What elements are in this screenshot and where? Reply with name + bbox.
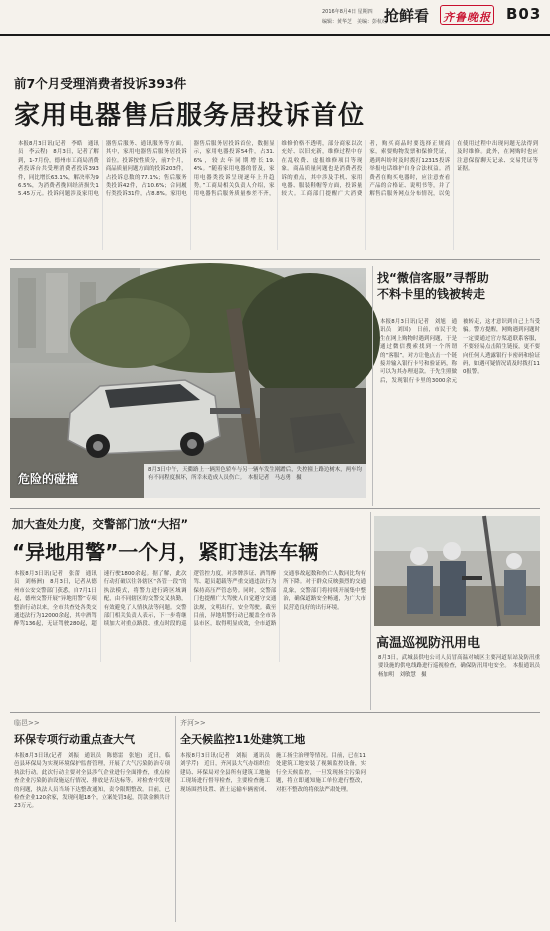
photo-tag: 危险的碰撞 <box>18 472 79 486</box>
divider-vertical-bottom <box>175 716 176 922</box>
divider-lead <box>10 259 540 260</box>
qihe-body <box>180 752 366 920</box>
linyi-text: 本报8月3日讯(记者 刘振 通讯员 陈德雷 张旭) 近日，临邑县环保局为实现环境保护监督管理，开展了大气污染防治专项执法行动。此次行动主要对全县涉气企业进行全面排查，重点检查企业污染防治设施运行情况、排放是否达标等。对检查中发现的问题，执法人员当场下达整改通知，责令限期整改。目前，已检查企业120余家，发现问题18个，立案处罚3起，罚款金额共计23万元。 <box>14 753 170 810</box>
linyi-place: 临邑>> <box>14 719 40 727</box>
qihe-headline: 全天候监控11处建筑工地 <box>180 733 306 746</box>
fraud-text: 本报8月3日讯(记者 刘旭 通讯员 刘国) 日前，市民于先生在网上购物时遇到问题，于是通过微信搜索找到一个所谓的“客服”。对方让他点击一个链接并输入银行卡号和验证码，称可以为其办理退款。于先生照做后，发现银行卡里的3000余元被转走，这才意识到自己上当受骗。警方提醒，网购遇到问题时一定要通过官方渠道联系客服，不要轻易点击陌生链接，更不要向任何人透露银行卡密码和验证码，如遇可疑情况请及时拨打110报警。 <box>380 319 540 384</box>
page-number: B03 <box>506 5 542 23</box>
power-inspection-photo <box>374 516 540 626</box>
lead-text: 本报8月3日讯(记者 李皓 通讯员 李云程) 8月3日，记者了解到，1-7月份，德州市工商局消费者投诉台共受理消费者投诉393件，同比增长63.1%，解决率为96.5%，为消费者挽回经济损失15.45万元。投诉问题涉及家用电器售后服务、通讯服务等方面，其中，家用电器售后服务居投诉首位。投诉按性质分，前7个月，商品质量问题方面的投诉203件，占投诉总数的77.1%；售后服务类投诉42件，占10.6%；合同履行类投诉31件，占8.8%。家用电器售后服务居投诉首位，数据显示，家用电器投诉54件，占31.6%，较去年同期增长19.4%。“随着家用电器的普及，家用电器类投诉呈现逐年上升趋势。”工商局相关负责人介绍，家用电器售后服务质量参差不齐，维修价格不透明，部分商家以次充好、以旧充新，维修过程中存在乱收费、虚报维修项目等现象。商品质量问题也是消费者投诉的重点，其中涉及手机、家用电器、服装鞋帽等方面，投诉量较大。工商部门提醒广大消费者，购买商品时要选择正规商家，索要购物发票和保修凭证，遇到纠纷时及时拨打12315投诉举报电话维护自身合法权益。消费者在购买电器时，应注意查看产品的合格证、说明书等，并了解售后服务网点分布情况，以免在使用过程中出现问题无法得到及时维修。此外，在网购时也应注意保留聊天记录、交易凭证等证据。 <box>18 141 538 198</box>
traffic-text: 本报8月3日讯(记者 张蕾 通讯员 刘杨洲) 8月3日，记者从德州市公安交警部门获悉，自7月1日起，德州交警开展“异地用警”专项整治行动以来，全市共查处各类交通违法行为12000余起，其中酒驾醉驾136起，无证驾驶280起，超速行驶1800余起。据了解，此次行动打破以往各辖区“各管一段”的执法模式，将警力进行跨区域调配，由不同辖区的交警交叉执勤，有效避免了人情执法等问题。交警部门相关负责人表示，下一步将继续加大对重点路段、重点时段的巡逻管控力度，对涉牌涉证、酒驾醉驾、超员超载等严重交通违法行为保持高压严管态势。同时，交警部门也提醒广大驾驶人自觉遵守交通法规，文明出行，安全驾驶。截至目前，异地用警行动已覆盖全市各县市区，取得明显成效，全市道路交通事故起数和伤亡人数同比均有所下降。对于群众反映强烈的交通乱象，交警部门将持续开展集中整治，确保道路安全畅通，为广大市民营造良好的出行环境。 <box>14 571 366 628</box>
photo2-headline: 高温巡视防汛用电 <box>376 636 481 651</box>
linyi-body <box>14 752 170 920</box>
traffic-body <box>14 570 366 662</box>
masthead-date: 2016年8月4日 星期四 <box>322 9 373 15</box>
qihe-text: 本报8月3日讯(记者 刘振 通讯员 刘学芹) 近日，齐河县大气办组织住建局、环保局对全县所有建筑工地施工现场进行督导检查，主要检查施工现场围挡设置、渣土运输车辆密闭、施工扬尘治理等情况。目前，已在11处建筑工地安装了视频监控设备，实行全天候监控，一旦发现扬尘污染问题，将立即通知施工单位进行整改，对拒不整改的将依法严肃处理。 <box>180 753 366 793</box>
divider-vertical-mid <box>370 512 371 710</box>
divider-traffic <box>10 508 540 509</box>
lead-headline: 家用电器售后服务居投诉首位 <box>14 101 366 131</box>
divider-vertical-top <box>372 266 373 506</box>
masthead-editors: 编辑：黄华芝 美编：彭杭红 <box>322 19 388 25</box>
masthead <box>0 0 550 36</box>
traffic-kicker: 加大查处力度，交警部门放“大招” <box>12 517 189 531</box>
logo-text: 齐鲁晚报 <box>443 11 491 24</box>
power-inspection-image <box>374 516 540 626</box>
photo1-caption: 8月3日中午，天衢路上一辆黑色轿车与另一辆车发生剐蹭后，失控撞上路边树木，两车均有不同程度损坏，所幸未造成人员伤亡。 本报记者 马志勇 摄 <box>148 467 362 482</box>
photo1-caption-box <box>144 464 366 498</box>
photo2-caption: 8月3日，武城县供电公司人员冒高温对城区主要河道泵站及防汛重要设施的供电线路进行巡视检查，确保防汛用电安全。 本报通讯员 杨加明 刘敏慧 摄 <box>378 655 546 678</box>
lead-kicker: 前7个月受理消费者投诉393件 <box>14 76 187 91</box>
linyi-headline: 环保专项行动重点查大气 <box>14 733 135 746</box>
fraud-body <box>380 318 540 503</box>
section-label: 抢鲜看 <box>384 7 430 25</box>
divider-bottom <box>10 712 540 713</box>
logo <box>440 5 494 25</box>
qihe-place: 齐河>> <box>180 719 206 727</box>
traffic-headline: “异地用警”一个月，紧盯违法车辆 <box>12 540 319 564</box>
fraud-headline: 找“微信客服”寻帮助 不料卡里的钱被转走 <box>377 271 489 301</box>
lead-body <box>18 140 538 250</box>
